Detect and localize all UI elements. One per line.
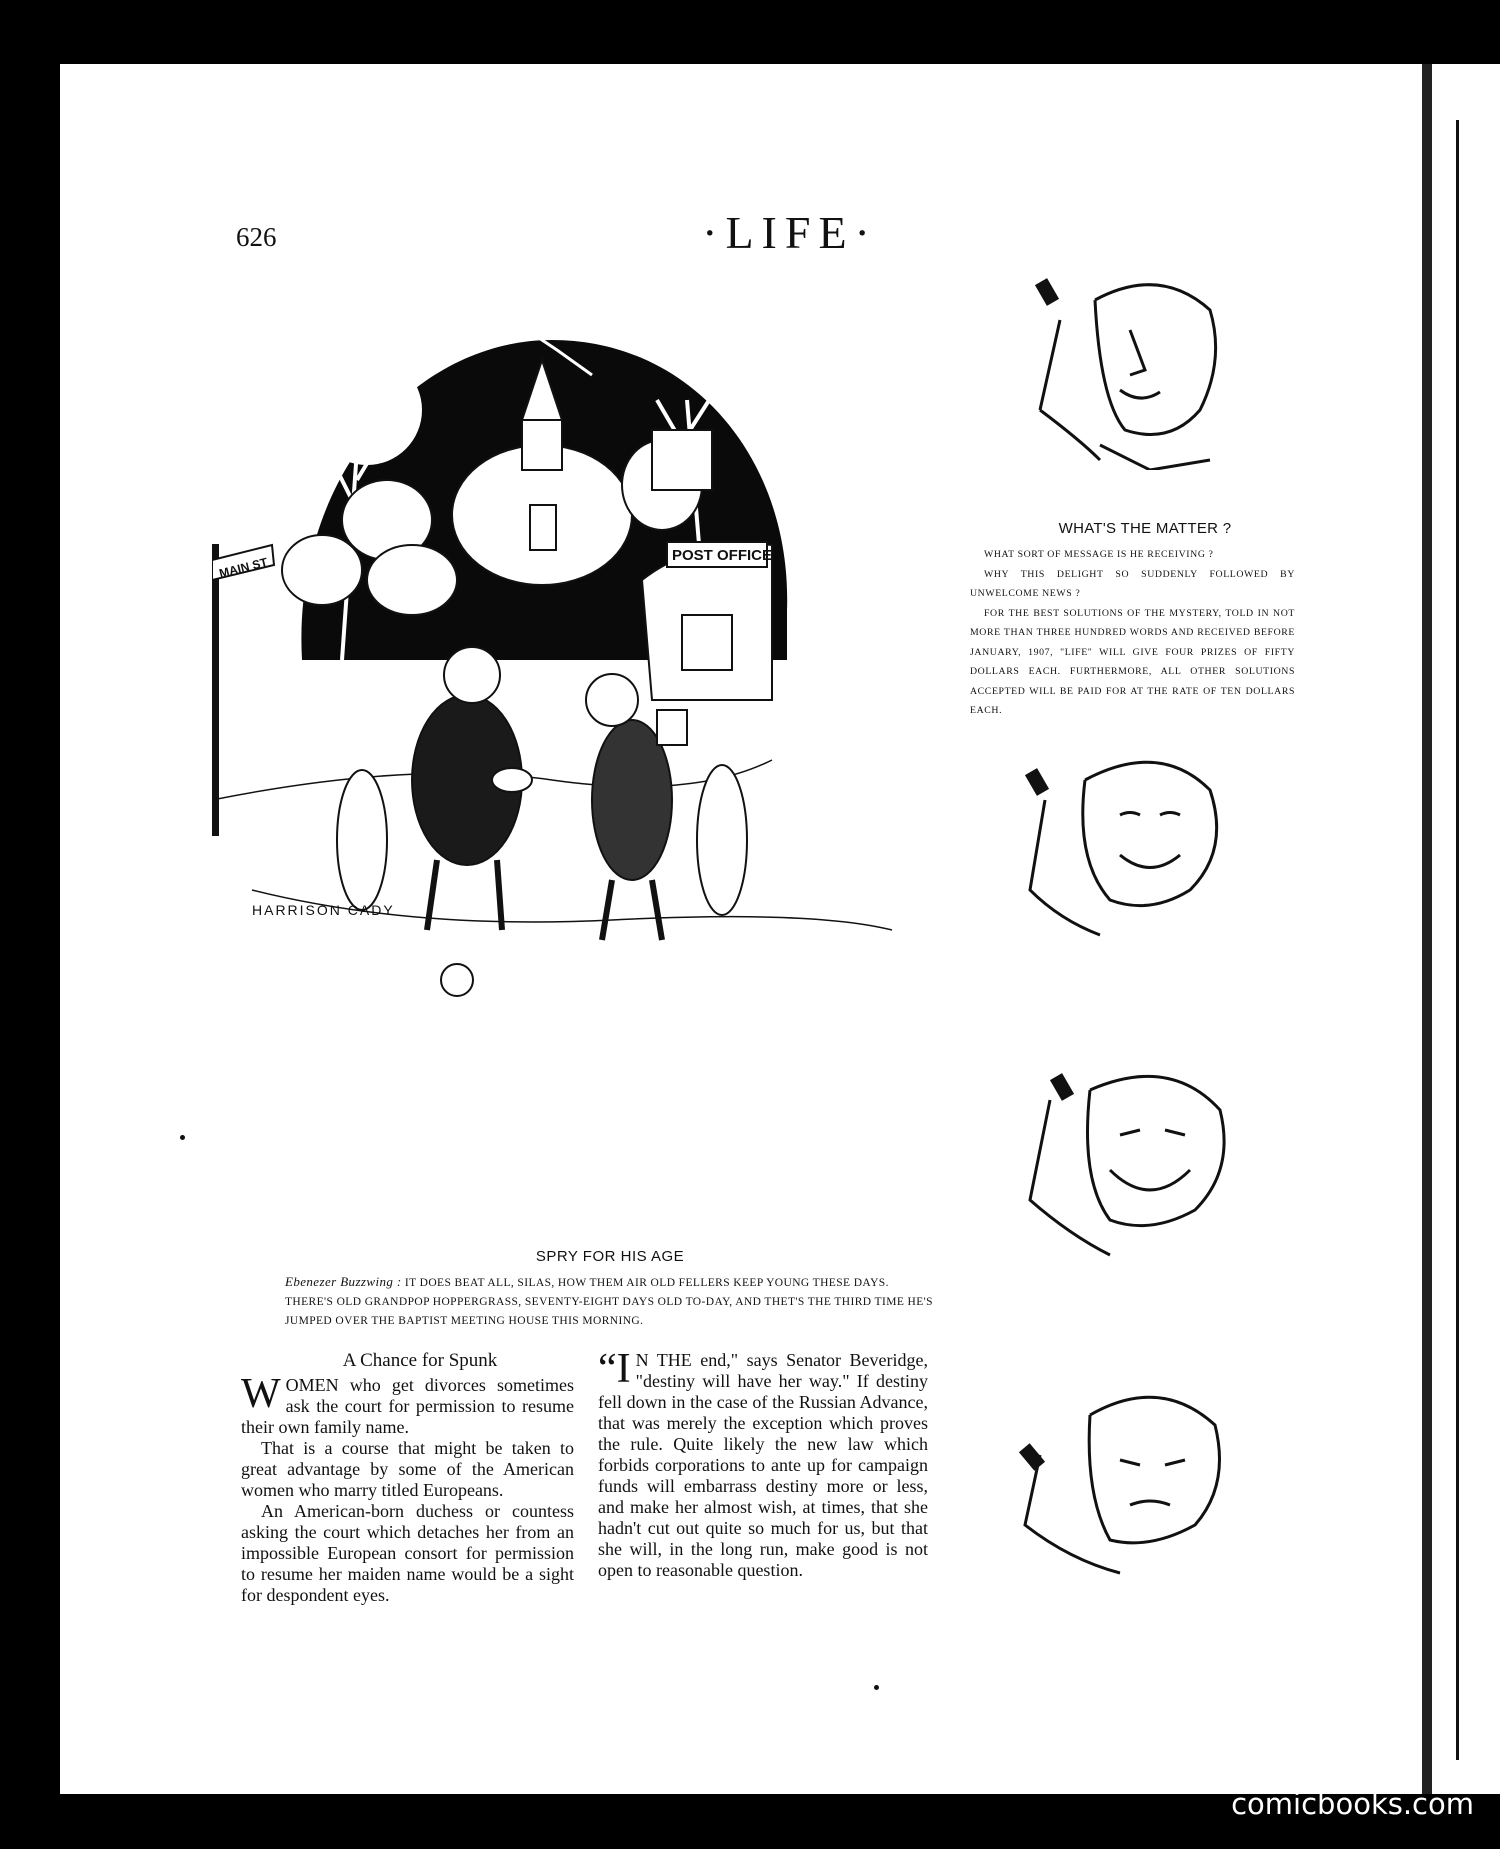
contest-paragraph: WHAT SORT OF MESSAGE IS HE RECEIVING ? xyxy=(984,549,1214,560)
article-chance-for-spunk xyxy=(241,1371,574,1606)
man-face-illustration-4 xyxy=(1000,1375,1250,1575)
man-face-illustration-1 xyxy=(1000,270,1250,470)
man-face-illustration-3 xyxy=(1000,1060,1250,1260)
cartoon-illustration xyxy=(212,280,902,1225)
sign-post-office: POST OFFICE xyxy=(672,547,773,564)
article-paragraph: An American-born duchess or countess asking the court which detaches her from an impossible European consort for permission to resume her maiden name would be a sight for despondent eyes. xyxy=(241,1501,574,1605)
page-gutter xyxy=(1422,64,1432,1794)
artist-signature: HARRISON CADY xyxy=(252,902,395,918)
main-st-sign xyxy=(212,545,274,835)
page-dot xyxy=(180,1135,185,1140)
page-dot xyxy=(874,1685,879,1690)
facing-page-rule xyxy=(1456,120,1459,1760)
drop-cap: “I xyxy=(598,1346,631,1392)
article-paragraph xyxy=(598,1346,928,1581)
article-title: A Chance for Spunk xyxy=(342,1350,498,1371)
caption-speaker: Ebenezer Buzzwing : xyxy=(285,1274,402,1289)
watermark: comicbooks.com xyxy=(1231,1787,1474,1821)
grasshopper-right xyxy=(586,674,747,940)
masthead-title: ·LIFE· xyxy=(702,207,878,258)
post-office xyxy=(642,542,772,700)
article-text: N THE end," says Senator Beveridge, "destiny will have her way." If destiny fell down in the case of the Russian Advance, that was merely the exception which proves the rule. Quite likely the new law which forbids corporations to ante up for campaign funds will embarrass destiny more or less, and make her almost wish, at times, that she hadn't cut out quite so much for us, but that she will, in the long run, make good is not open to reasonable question. xyxy=(598,1350,928,1580)
grasshopper-left xyxy=(337,647,532,930)
article-paragraph xyxy=(241,1371,574,1438)
drop-cap: W xyxy=(241,1371,281,1417)
contest-title: WHAT'S THE MATTER ? xyxy=(1058,520,1232,537)
small-turtle xyxy=(441,964,473,996)
cartoon-caption-title: SPRY FOR HIS AGE xyxy=(535,1248,685,1265)
sign-main-st: MAIN ST xyxy=(217,554,270,581)
moon xyxy=(312,355,422,465)
caption-text: IT DOES BEAT ALL, SILAS, HOW THEM AIR OLD FELLERS KEEP YOUNG THESE DAYS. THERE'S OLD GRANDPOP HOPPERGRASS, SEVENTY-EIGHT DAYS OLD TO-DAY, AND THET'S THE THIRD TIME HE'S JUMPED OVER THE BAPTIST MEETING HOUSE THIS MORNING. xyxy=(285,1277,933,1327)
page-number: 626 xyxy=(236,222,277,252)
contest-paragraph: WHY THIS DELIGHT SO SUDDENLY FOLLOWED BY UNWELCOME NEWS ? xyxy=(970,568,1295,599)
contest-text xyxy=(970,545,1295,721)
man-face-illustration-2 xyxy=(1000,740,1250,940)
facing-page-edge xyxy=(1432,64,1500,1794)
contest-paragraph: FOR THE BEST SOLUTIONS OF THE MYSTERY, TOLD IN NOT MORE THAN THREE HUNDRED WORDS AND RECEIVED BEFORE JANUARY, 1907, "LIFE" WILL GIVE FOUR PRIZES OF FIFTY DOLLARS EACH. FURTHERMORE, ALL OTHER SOLUTIONS ACCEPTED WILL BE PAID FOR AT THE RATE OF TEN DOLLARS EACH. xyxy=(970,607,1295,716)
article-paragraph: That is a course that might be taken to great advantage by some of the American women who marry titled Europeans. xyxy=(241,1438,574,1500)
article-destiny xyxy=(598,1346,928,1581)
article-text: OMEN who get divorces sometimes ask the court for permission to resume their own family name. xyxy=(241,1375,574,1437)
cartoon-caption xyxy=(285,1272,935,1331)
